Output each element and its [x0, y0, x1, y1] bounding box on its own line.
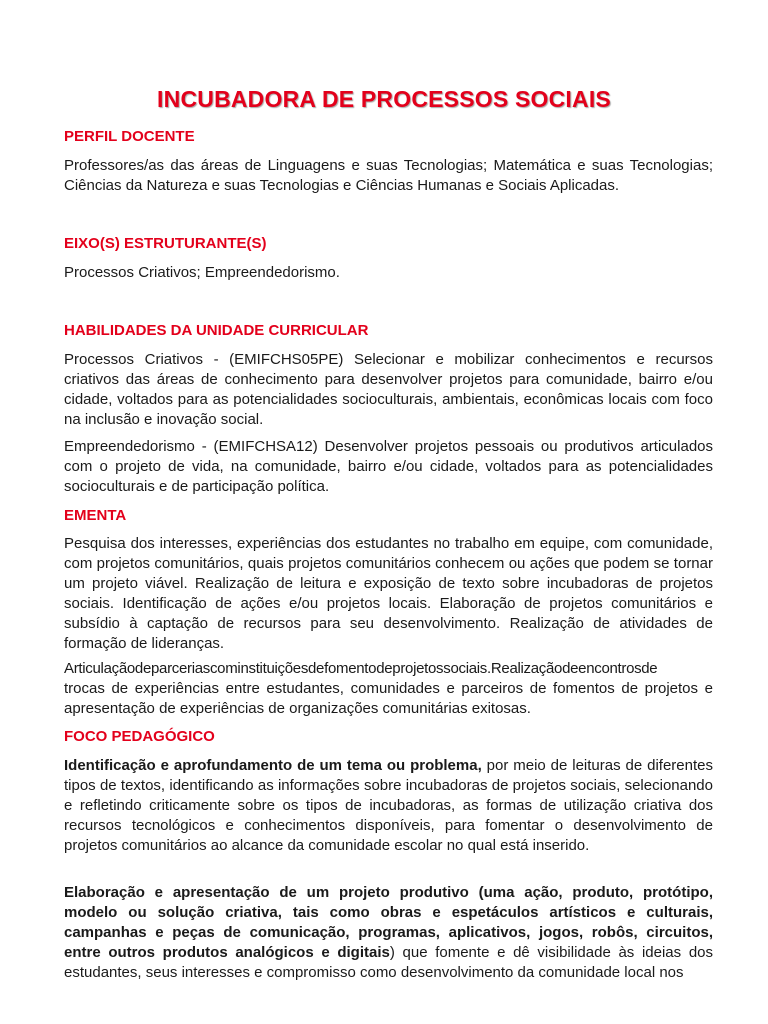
perfil-text: Professores/as das áreas de Linguagens e suas Tecnologias; Matemática e suas Tecnologias; Ciências da Natureza e suas Tecnologias e Ciências Humanas e Sociais Aplicadas.	[64, 157, 713, 194]
eixos-heading: EIXO(S) ESTRUTURANTE(S)	[64, 235, 267, 252]
foco-paragraph-1	[64, 756, 713, 856]
foco-paragraph-2	[64, 883, 713, 983]
foco-paragraph-2-text: ) que fomente e dê visibilidade às ideias dos estudantes, seus interesses e compromisso como desenvolvimento da comunidade local nos	[64, 944, 714, 981]
ementa-heading: EMENTA	[64, 507, 127, 524]
foco-heading: FOCO PEDAGÓGICO	[64, 728, 215, 745]
perfil-heading: PERFIL DOCENTE	[64, 128, 195, 145]
ementa-paragraph-2-rest: trocas de experiências entre estudantes, comunidades e parceiros de fomentos de projetos e apresentação de experiências de organizações comunitárias exitosas.	[64, 680, 713, 717]
habilidades-heading: HABILIDADES DA UNIDADE CURRICULAR	[64, 322, 369, 339]
ementa-paragraph-1: Pesquisa dos interesses, experiências dos estudantes no trabalho em equipe, com comunidade, com projetos comunitários, quais projetos comunitários conhecem ou ações que podem se tornar um projeto viável. Realização de leitura e exposição de texto sobre incubadoras de projetos sociais. Identificação de ações e/ou projetos locais. Elaboração de projetos comunitários e subsídio à captação de recursos para seu desenvolvimento. Realização de atividades de formação de lideranças.	[64, 535, 713, 652]
habilidades-paragraph-1: Processos Criativos - (EMIFCHS05PE) Selecionar e mobilizar conhecimentos e recursos criativos das áreas de conhecimento para desenvolver projetos para comunidade, bairro e/ou cidade, voltados para as potencialidades socioculturais, ambientais, econômicas locais com foco na inclusão e inovação social.	[64, 351, 713, 428]
eixos-text: Processos Criativos; Empreendedorismo.	[64, 264, 340, 281]
document-title: INCUBADORA DE PROCESSOS SOCIAIS	[157, 86, 611, 112]
habilidades-paragraph-2: Empreendedorismo - (EMIFCHSA12) Desenvolver projetos pessoais ou produtivos articulados com o projeto de vida, na comunidade, bairro e/ou cidade, voltados para as potencialidades socioculturais e de participação política.	[64, 438, 713, 495]
foco-paragraph-1-bold: Identificação e aprofundamento de um tema ou problema,	[64, 757, 482, 774]
foco-paragraph-1-text: por meio de leituras de diferentes tipos de textos, identificando as informações sobre incubadoras de projetos sociais, selecionando e refletindo criticamente sobre os tipos de incubadoras, as formas de utilização criativa dos recursos tecnológicos e conhecimentos disponíveis, para fomentar o desenvolvimento de projetos comunitários ao alcance da comunidade escolar no qual está inserido.	[64, 757, 713, 854]
ementa-paragraph-2-line-1: Articulaçãodeparceriascominstituiçõesdefomentodeprojetossociais.Realizaçãodeencontros de	[64, 660, 658, 677]
foco-paragraph-2-bold: Elaboração e apresentação de um projeto produtivo (uma ação, produto, protótipo, modelo ou solução criativa, tais como obras e espetáculos artísticos e culturais, campanhas e peças de comunicação, programas, aplicativos, jogos, robôs, circuitos, entre outros produtos analógicos e digitais	[64, 884, 713, 961]
